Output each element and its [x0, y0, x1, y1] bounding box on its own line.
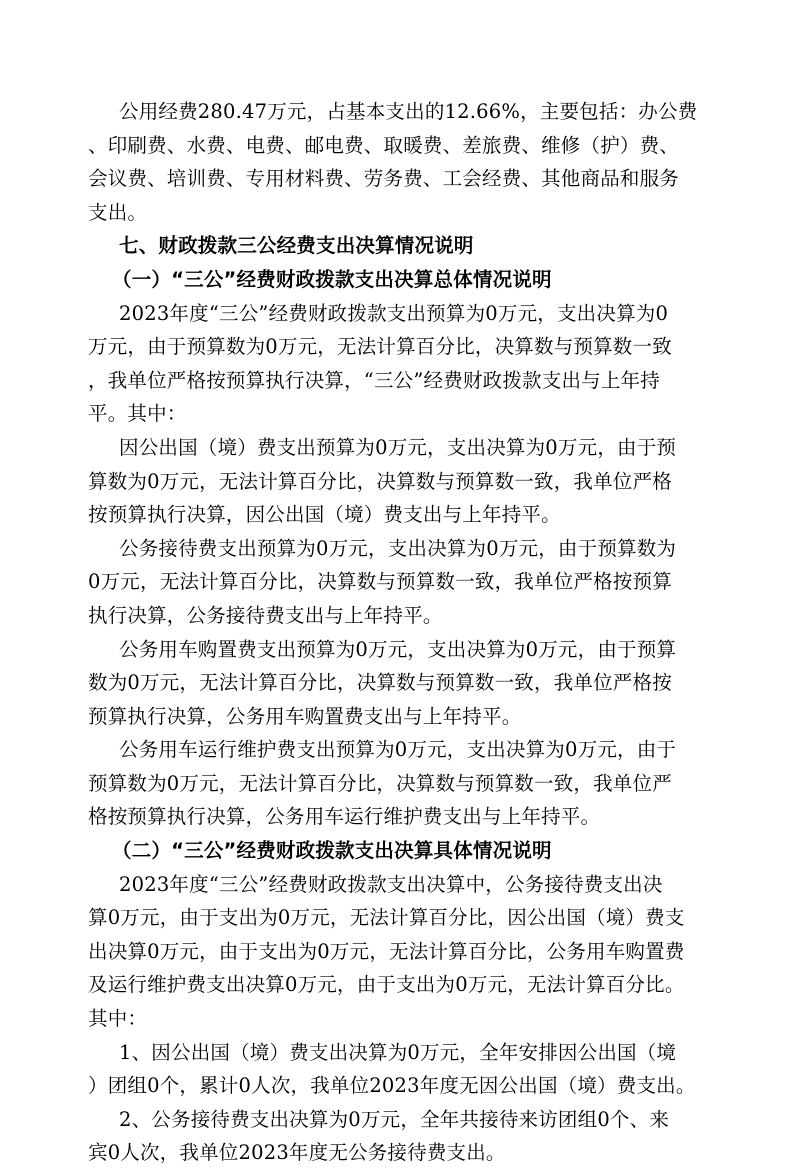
paragraph-line: 及运行维护费支出决算0万元，由于支出为0万元，无法计算百分比。 [88, 973, 685, 997]
paragraph-line: 执行决算，公务接待费支出与上年持平。 [88, 603, 443, 627]
section-heading: 七、财政拨款三公经费支出决算情况说明 [119, 234, 474, 258]
paragraph-line: 会议费、培训费、专用材料费、劳务费、工会经费、其他商品和服务 [88, 167, 680, 191]
paragraph-line: 预算数为0万元，无法计算百分比，决算数与预算数一致，我单位严 [88, 771, 672, 795]
paragraph-line: 数为0万元，无法计算百分比，决算数与预算数一致，我单位严格按 [88, 671, 672, 695]
paragraph-line: 万元，由于预算数为0万元，无法计算百分比，决算数与预算数一致 [88, 335, 672, 359]
paragraph-line: 按预算执行决算，因公出国（境）费支出与上年持平。 [88, 503, 561, 527]
paragraph-line: 因公出国（境）费支出预算为0万元，支出决算为0万元，由于预 [119, 435, 677, 459]
paragraph-line: 平。其中： [88, 402, 187, 426]
document-page [88, 95, 728, 1170]
paragraph-line: 2023年度“三公”经费财政拨款支出预算为0万元，支出决算为0 [119, 301, 669, 325]
paragraph-line: 公务用车购置费支出预算为0万元，支出决算为0万元，由于预算 [119, 637, 677, 661]
paragraph-line: 其中： [88, 1007, 148, 1031]
paragraph-line: ，我单位严格按预算执行决算，“三公”经费财政拨款支出与上年持 [88, 368, 660, 392]
paragraph-line: 预算执行决算，公务用车购置费支出与上年持平。 [88, 704, 522, 728]
subsection-heading: （一）“三公”经费财政拨款支出决算总体情况说明 [112, 267, 552, 291]
paragraph-line: 算0万元，由于支出为0万元，无法计算百分比，因公出国（境）费支 [88, 906, 685, 930]
paragraph-line: 公务用车运行维护费支出预算为0万元，支出决算为0万元，由于 [119, 738, 677, 762]
paragraph-line: 宾0人次，我单位2023年度无公务接待费支出。 [88, 1141, 506, 1165]
subsection-heading: （二）“三公”经费财政拨款支出决算具体情况说明 [112, 839, 552, 863]
paragraph-line: 0万元，无法计算百分比，决算数与预算数一致，我单位严格按预算 [88, 570, 672, 594]
paragraph-line: 格按预算执行决算，公务用车运行维护费支出与上年持平。 [88, 805, 601, 829]
paragraph-line: ）团组0个，累计0人次，我单位2023年度无因公出国（境）费支出。 [88, 1074, 696, 1098]
paragraph-line: 1、因公出国（境）费支出决算为0万元，全年安排因公出国（境 [119, 1040, 677, 1064]
paragraph-line: 支出。 [88, 200, 148, 224]
paragraph-line: 公务接待费支出预算为0万元，支出决算为0万元，由于预算数为 [119, 536, 677, 560]
paragraph-line: 出决算0万元，由于支出为0万元，无法计算百分比，公务用车购置费 [88, 939, 685, 963]
paragraph-line: 2023年度“三公”经费财政拨款支出决算中，公务接待费支出决 [119, 872, 663, 896]
paragraph-line: 、印刷费、水费、电费、邮电费、取暖费、差旅费、维修（护）费、 [88, 133, 680, 157]
paragraph-line: 2、公务接待费支出决算为0万元，全年共接待来访团组0个、来 [119, 1107, 670, 1131]
paragraph-line: 公用经费280.47万元，占基本支出的12.66%，主要包括：办公费 [119, 100, 698, 123]
paragraph-line: 算数为0万元，无法计算百分比，决算数与预算数一致，我单位严格 [88, 469, 672, 493]
